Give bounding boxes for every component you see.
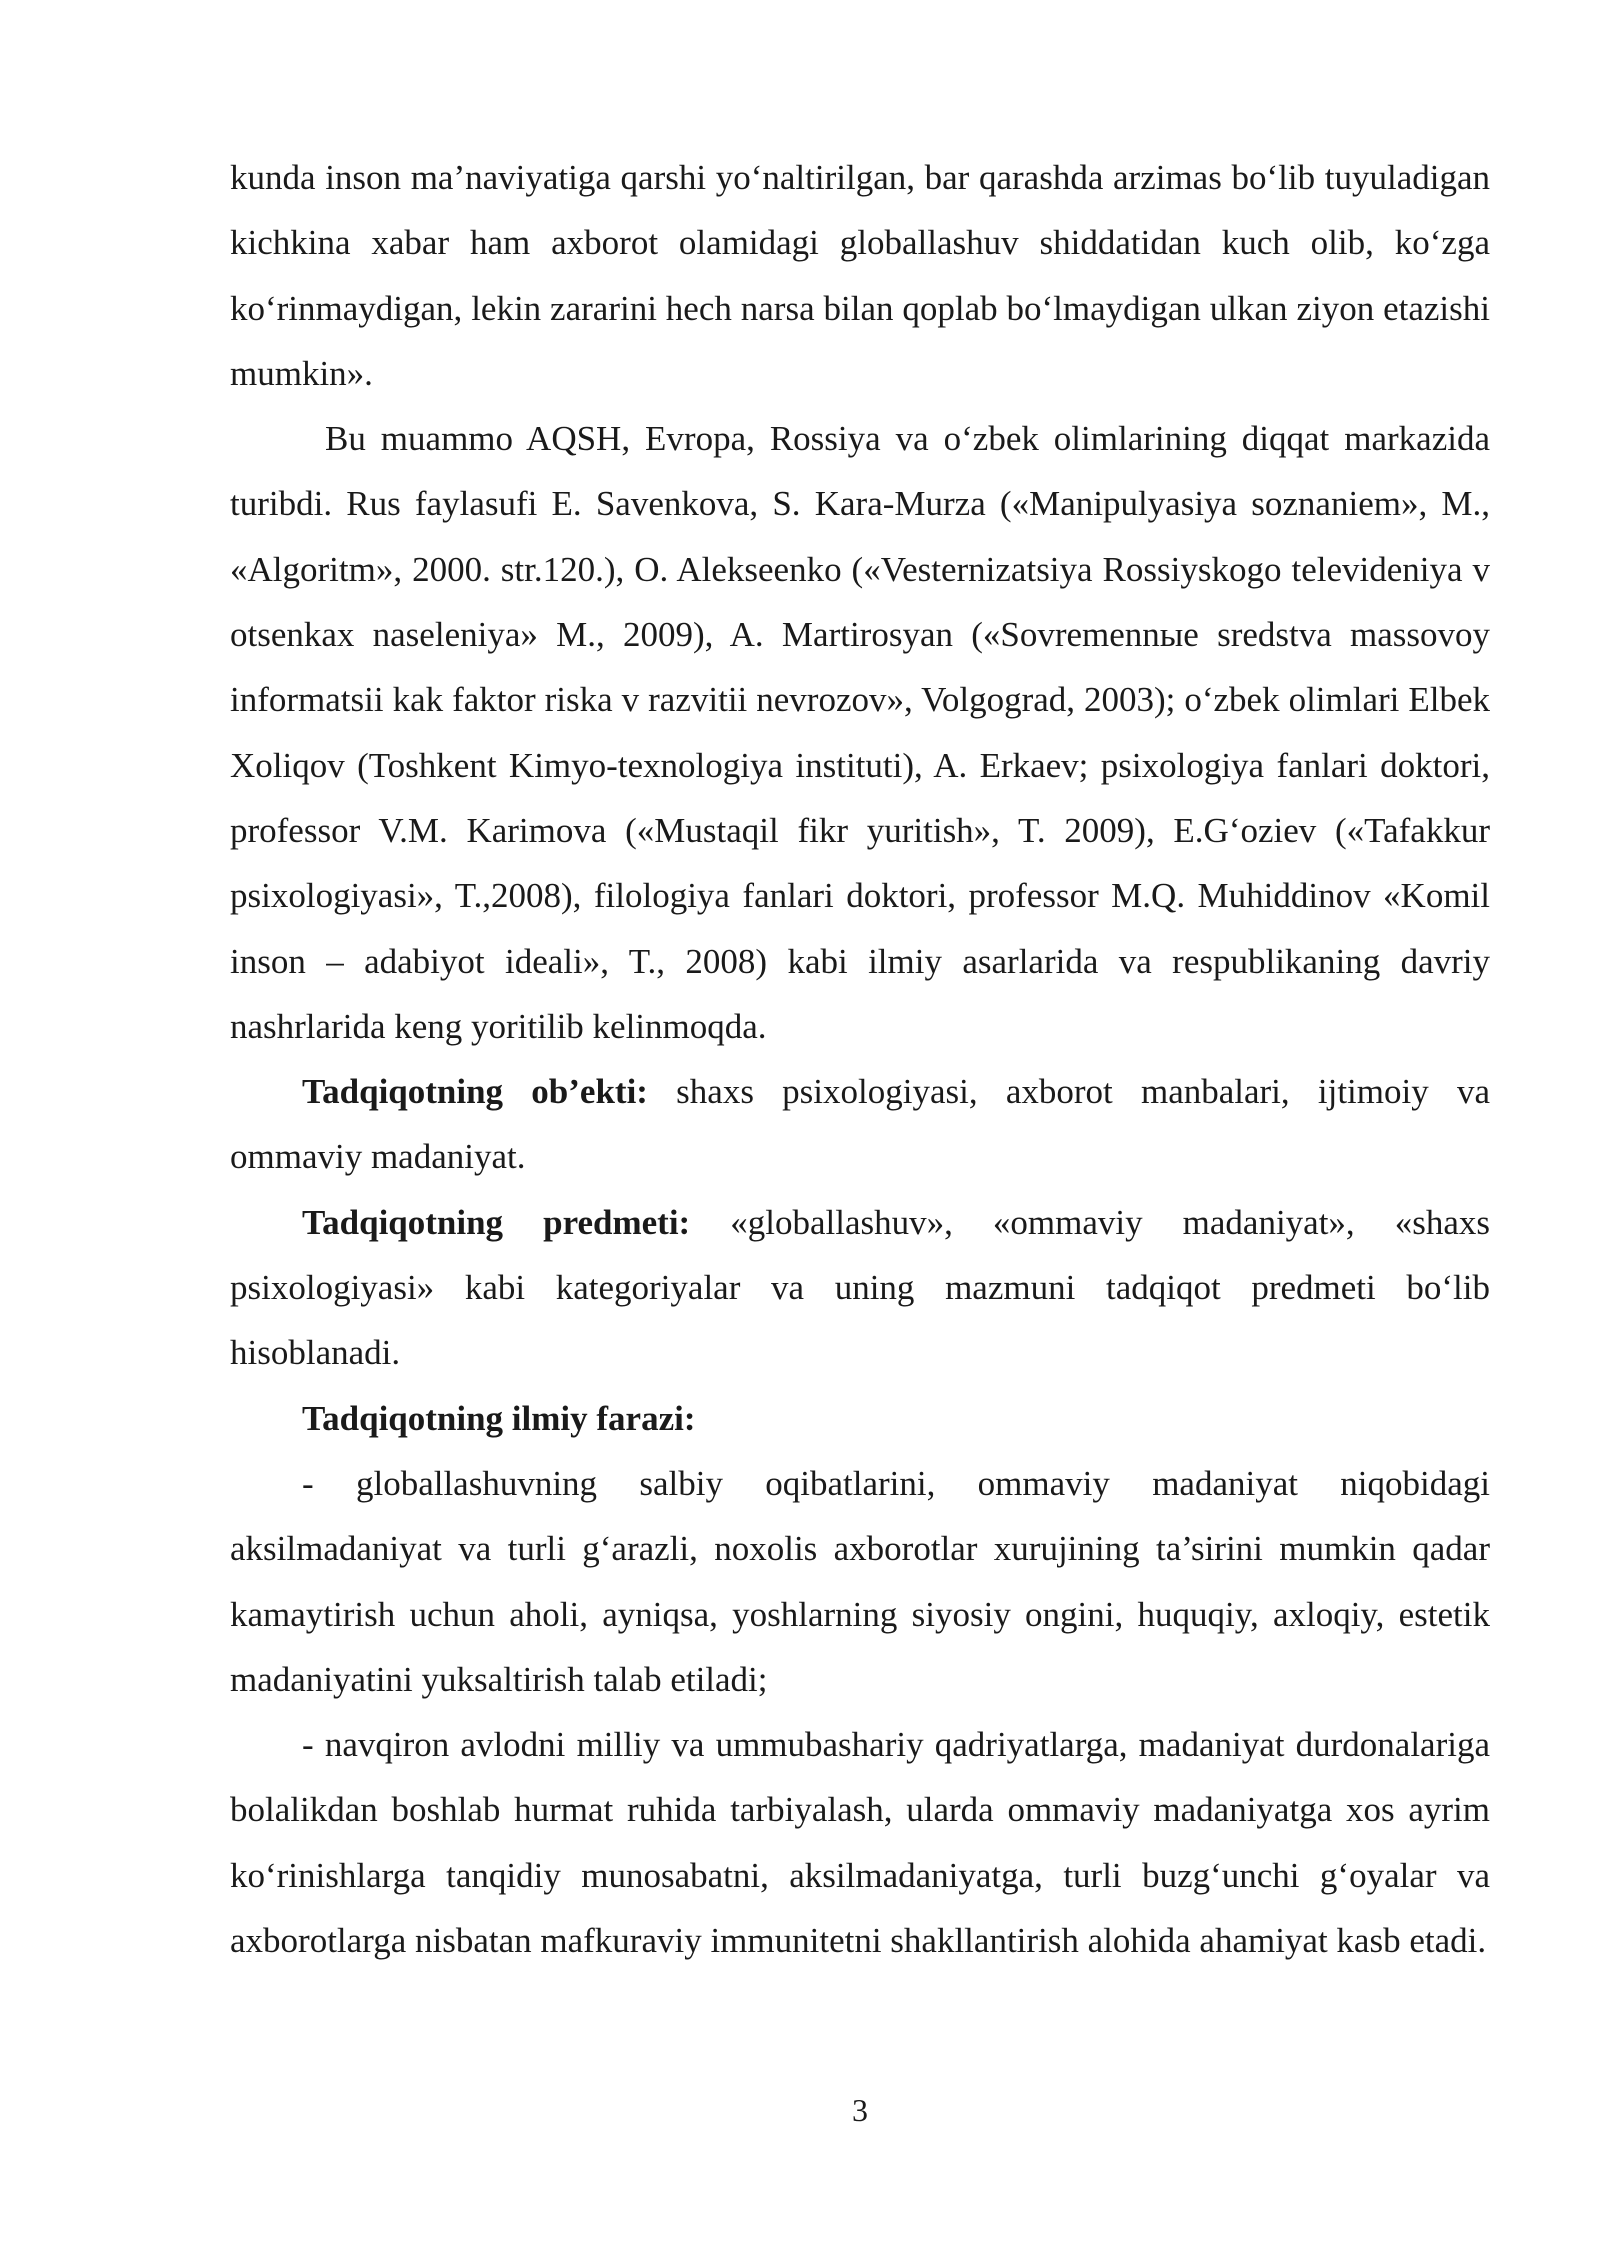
list-item-hypothesis-1 (230, 1451, 1490, 1712)
paragraph-text: kunda inson ma’naviyatiga qarshi yo‘naltirilgan, bar qarashda arzimas bo‘lib tuyuladigan kichkina xabar ham axborot olamidagi globallashuv shiddatidan kuch olib, ko‘zga ko‘rinmaydigan, lekin zararini hech narsa bilan qoplab bo‘lmaydigan ulkan ziyon etazishi mumkin». (230, 158, 1490, 393)
paragraph-text: «globallashuv», «ommaviy madaniyat», «shaxs psixologiyasi» kabi kategoriyalar va uning mazmuni tadqiqot predmeti bo‘lib hisoblanadi. (230, 1202, 1490, 1373)
paragraph-hypothesis-heading (230, 1386, 1490, 1451)
page-body (230, 145, 1490, 1973)
paragraph-heading: Tadqiqotning ilmiy farazi: (302, 1398, 696, 1438)
list-item-hypothesis-2 (230, 1712, 1490, 1973)
page-number: 3 (852, 2092, 868, 2128)
paragraph-text: Bu muammo AQSH, Evropa, Rossiya va o‘zbek olimlarining diqqat markazida turibdi. Rus faylasufi E. Savenkova, S. Kara-Murza («Manipulyasiya soznaniem», M., «Algoritm», 2000. str.120.), O. Alekseenko («Vesternizatsiya Rossiyskogo televideniya v otsenkax naseleniya» M., 2009), A. Martirosyan («Sovremennыe sredstva massovoy informatsii kak faktor riska v razvitii nevrozov», Volgograd, 2003); o‘zbek olimlari Elbek Xoliqov (Toshkent Kimyo-texnologiya instituti), A. Erkaev; psixologiya fanlari doktori, professor V.M. Karimova («Mustaqil fikr yuritish», T. 2009), E.G‘oziev («Tafakkur psixologiyasi», T.,2008), filologiya fanlari doktori, professor M.Q. Muhiddinov «Komil inson – adabiyot ideali», T., 2008) kabi ilmiy asarlarida va respublikaning davriy nashrlarida keng yoritilib kelinmoqda. (230, 419, 1490, 1046)
paragraph-text: - globallashuvning salbiy oqibatlarini, ommaviy madaniyat niqobidagi aksilmadaniyat va turli g‘arazli, noxolis axborotlar xurujining ta’sirini mumkin qadar kamaytirish uchun aholi, ayniqsa, yoshlarning siyosiy ongini, huquqiy, axloqiy, estetik madaniyatini yuksaltirish talab etiladi; (230, 1463, 1490, 1699)
paragraph-text: - navqiron avlodni milliy va ummubashariy qadriyatlarga, madaniyat durdonalariga bolalikdan boshlab hurmat ruhida tarbiyalash, ularda ommaviy madaniyatga xos ayrim ko‘rinishlarga tanqidiy munosabatni, aksilmadaniyatga, turli buzg‘unchi g‘oyalar va axborotlarga nisbatan mafkuraviy immunitetni shakllantirish alohida ahamiyat kasb etadi. (230, 1725, 1490, 1961)
paragraph-quote-continuation (230, 145, 1490, 406)
paragraph-heading: Tadqiqotning predmeti: (302, 1202, 691, 1242)
paragraph-research-overview (230, 406, 1490, 1059)
paragraph-heading: Tadqiqotning ob’ekti: (302, 1072, 648, 1112)
paragraph-text: shaxs psixologiyasi, axborot manbalari, ijtimoiy va ommaviy madaniyat. (230, 1072, 1490, 1177)
paragraph-research-subject (230, 1190, 1490, 1386)
paragraph-research-object (230, 1059, 1490, 1190)
